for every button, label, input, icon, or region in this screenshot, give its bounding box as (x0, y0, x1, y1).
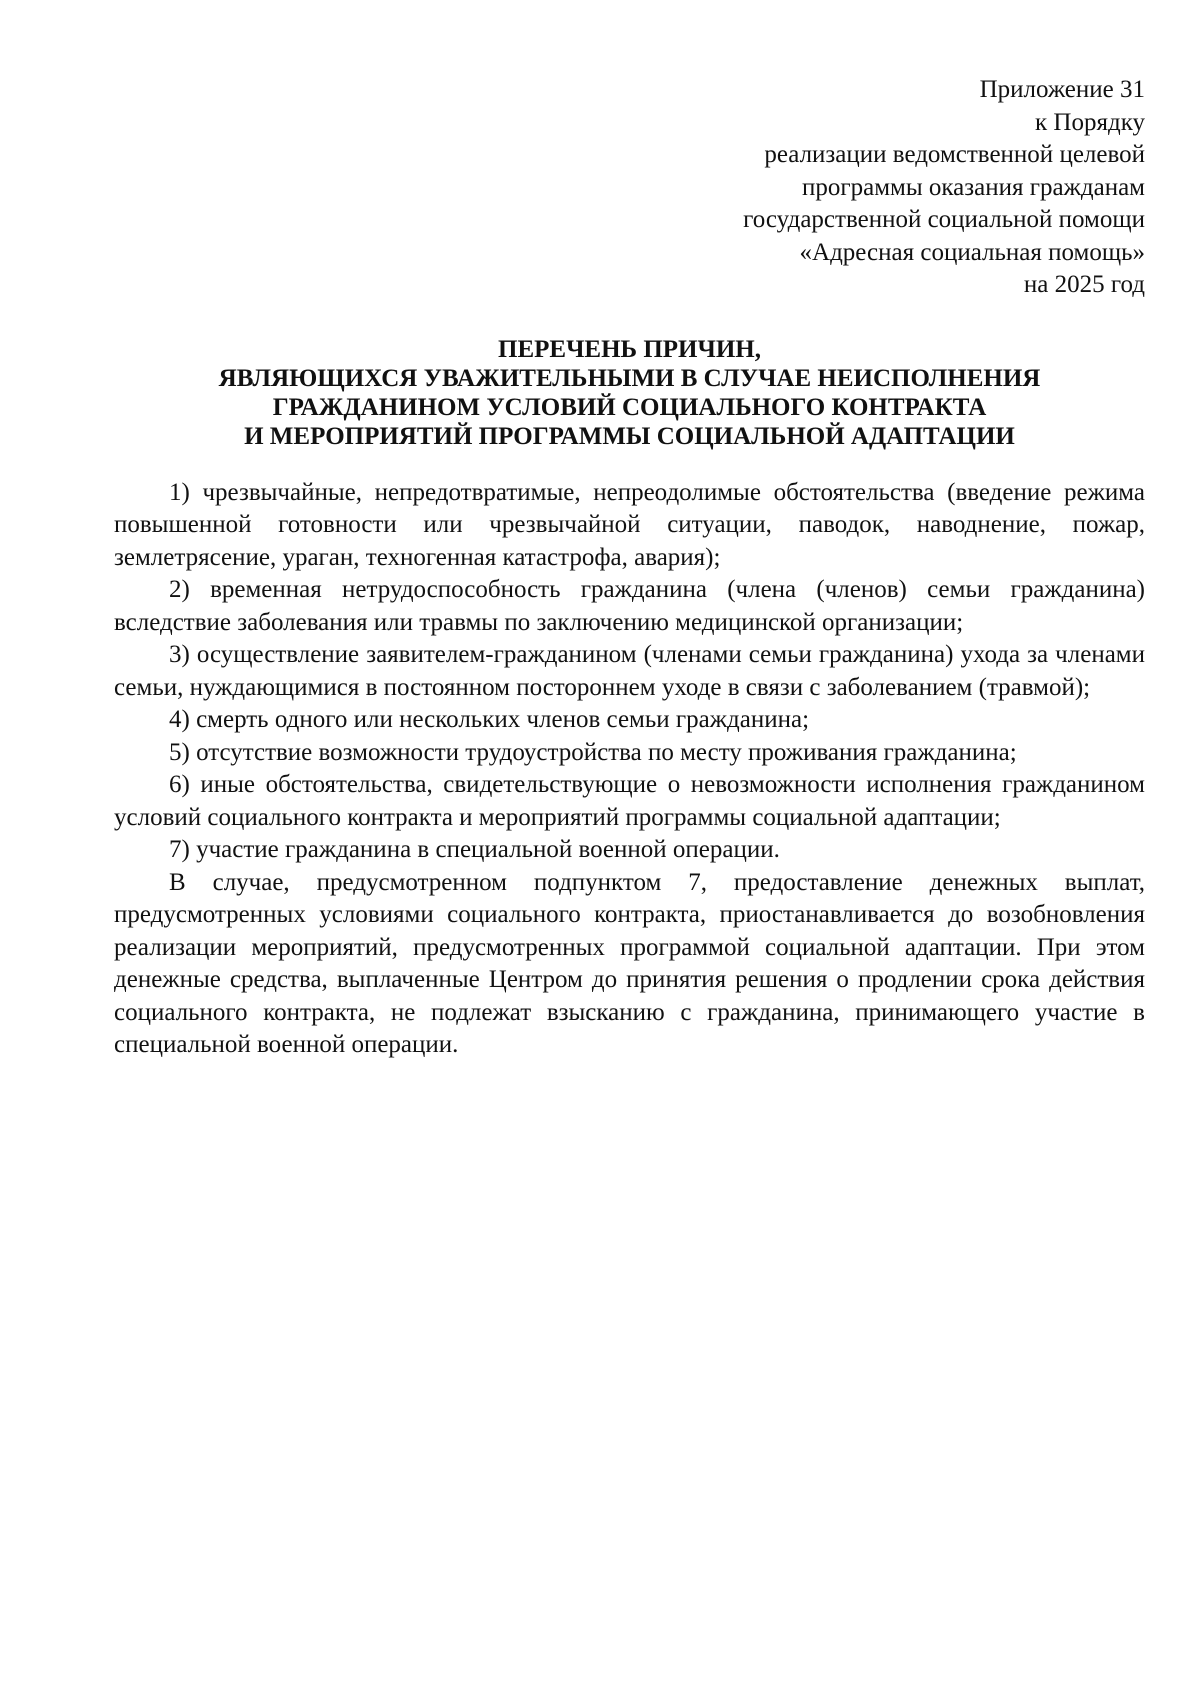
appendix-header-line: государственной социальной помощи (743, 206, 1145, 233)
list-item-2: 2) временная нетрудоспособность гражданина (члена (членов) семьи гражданина) вследствие заболевания или травмы по заключению медицинской организации; (114, 576, 1145, 636)
appendix-year: на 2025 год (1023, 271, 1145, 298)
appendix-header-line: к Порядку (1035, 108, 1145, 136)
appendix-header-line: реализации ведомственной целевой (764, 141, 1145, 168)
list-item-1: 1) чрезвычайные, непредотвратимые, непреодолимые обстоятельства (введение режима повышенной готовности или чрезвычайной ситуации, паводок, наводнение, пожар, землетрясение, ураган, техногенная катастрофа, авария); (114, 478, 1145, 571)
list-item-7: 7) участие гражданина в специальной военной операции. (169, 836, 780, 863)
closing-paragraph: В случае, предусмотренном подпунктом 7, предоставление денежных выплат, предусмотренных условиями социального контракта, приостанавливается до возобновления реализации мероприятий, предусмотренных программой социальной адаптации. При этом денежные средства, выплаченные Центром до принятия решения о продлении срока действия социального контракта, не подлежат взысканию с гражданина, принимающего участие в специальной военной операции. (114, 868, 1145, 1058)
document-title (114, 335, 1145, 451)
title-line: ПЕРЕЧЕНЬ ПРИЧИН, (498, 335, 761, 363)
appendix-number: Приложение 31 (979, 76, 1145, 103)
list-item-5: 5) отсутствие возможности трудоустройства по месту проживания гражданина; (169, 738, 1017, 766)
appendix-header-line: «Адресная социальная помощь» (799, 238, 1145, 266)
appendix-header (114, 74, 1145, 302)
title-line: ЯВЛЯЮЩИХСЯ УВАЖИТЕЛЬНЫМИ В СЛУЧАЕ НЕИСПОЛНЕНИЯ (218, 364, 1041, 392)
list-item-3: 3) осуществление заявителем-гражданином (членами семьи гражданина) ухода за членами семьи, нуждающимися в постоянном постороннем уходе в связи с заболеванием (травмой); (114, 641, 1145, 701)
title-line: И МЕРОПРИЯТИЙ ПРОГРАММЫ СОЦИАЛЬНОЙ АДАПТАЦИИ (244, 422, 1015, 450)
list-item-6: 6) иные обстоятельства, свидетельствующие о невозможности исполнения гражданином условий социального контракта и мероприятий программы социальной адаптации; (114, 771, 1145, 831)
list-item-4: 4) смерть одного или нескольких членов семьи гражданина; (169, 706, 810, 733)
document-body (114, 477, 1145, 1062)
title-line: ГРАЖДАНИНОМ УСЛОВИЙ СОЦИАЛЬНОГО КОНТРАКТА (272, 393, 987, 421)
appendix-header-line: программы оказания гражданам (802, 173, 1145, 201)
